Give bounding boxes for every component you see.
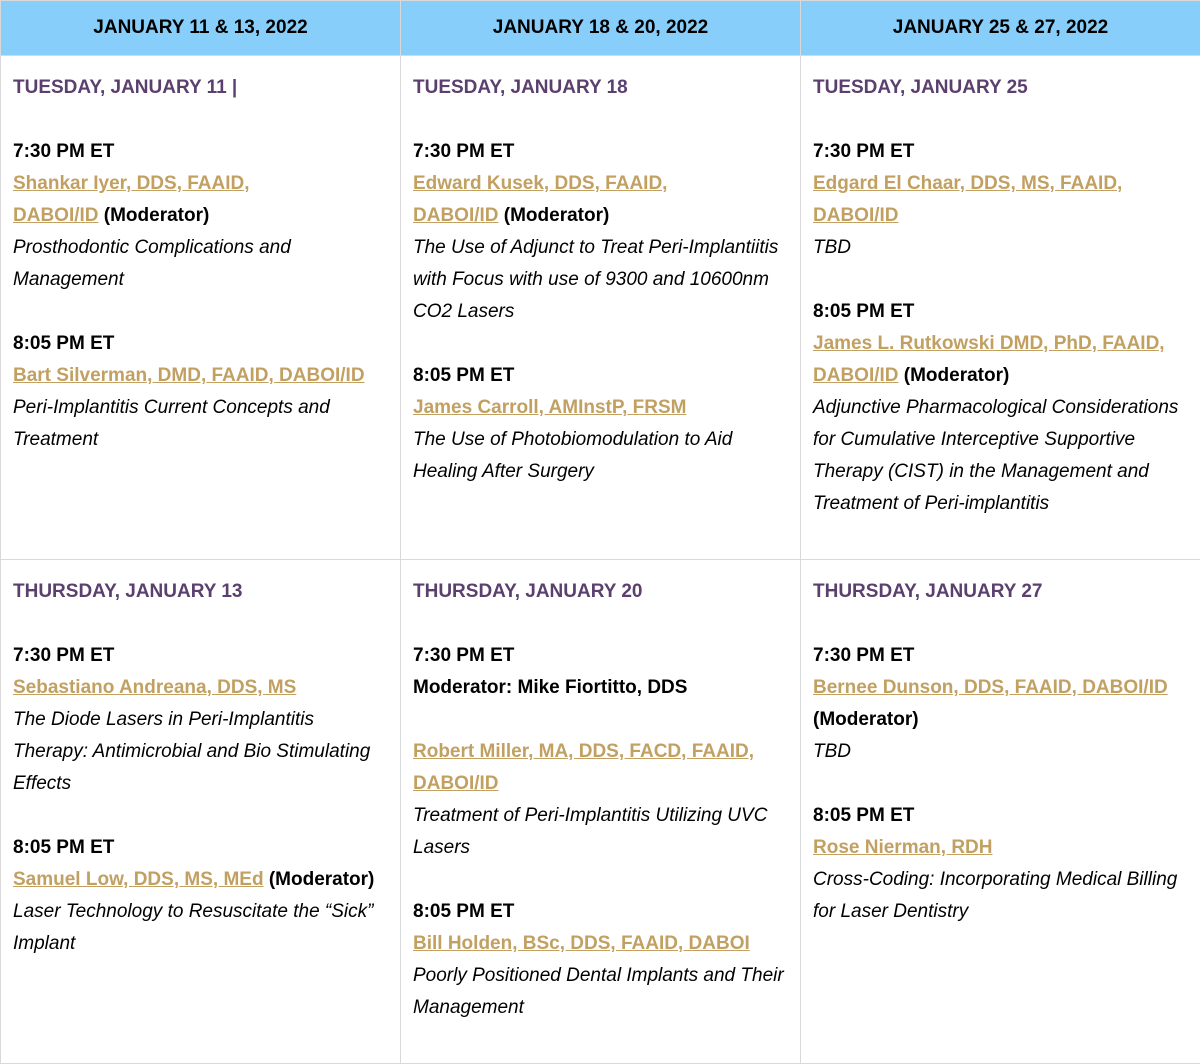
column-header: JANUARY 25 & 27, 2022 — [801, 1, 1200, 56]
session-title: The Use of Adjunct to Treat Peri-Implantiitis with Focus with use of 9300 and 10600nm CO2 Lasers — [413, 232, 788, 328]
schedule-cell — [801, 560, 1200, 1064]
session-time: 8:05 PM ET — [13, 328, 388, 360]
tuesday-row — [1, 56, 1200, 560]
speaker-link[interactable]: DABOI/ID — [813, 205, 899, 226]
speaker-link[interactable]: Samuel Low, DDS, MS, MEd — [13, 869, 264, 890]
speaker-link[interactable]: Bart Silverman, DMD, FAAID, DABOI/ID — [13, 365, 365, 386]
session-time: 8:05 PM ET — [813, 800, 1188, 832]
speaker-link[interactable]: James Carroll, AMInstP, FRSM — [413, 397, 686, 418]
moderator-label: (Moderator) — [264, 869, 375, 890]
moderator-label: (Moderator) — [899, 365, 1010, 386]
session-title: The Diode Lasers in Peri-Implantitis Therapy: Antimicrobial and Bio Stimulating Effects — [13, 704, 388, 800]
speaker-link[interactable]: Edgard El Chaar, DDS, MS, FAAID, — [813, 173, 1122, 194]
session-time: 7:30 PM ET — [413, 640, 788, 672]
session-title: Cross-Coding: Incorporating Medical Billing for Laser Dentistry — [813, 864, 1188, 928]
day-heading: TUESDAY, JANUARY 18 — [413, 72, 788, 104]
session-time: 8:05 PM ET — [13, 832, 388, 864]
session-time: 7:30 PM ET — [13, 640, 388, 672]
session-time: 8:05 PM ET — [413, 360, 788, 392]
speaker-link[interactable]: Robert Miller, MA, DDS, FACD, FAAID, — [413, 741, 754, 762]
speaker-link[interactable]: DABOI/ID — [413, 773, 499, 794]
session-time: 8:05 PM ET — [813, 296, 1188, 328]
session-time: 7:30 PM ET — [813, 136, 1188, 168]
session-time: 7:30 PM ET — [13, 136, 388, 168]
moderator-label: (Moderator) — [99, 205, 210, 226]
moderator-line: Moderator: Mike Fiortitto, DDS — [413, 672, 788, 704]
schedule-cell — [1, 560, 401, 1064]
session-title: Treatment of Peri-Implantitis Utilizing UVC Lasers — [413, 800, 788, 864]
schedule-cell — [801, 56, 1200, 560]
speaker-link[interactable]: DABOI/ID — [13, 205, 99, 226]
speaker-link[interactable]: DABOI/ID — [413, 205, 499, 226]
session-title: Laser Technology to Resuscitate the “Sick” Implant — [13, 896, 388, 960]
speaker-link[interactable]: Edward Kusek, DDS, FAAID, — [413, 173, 667, 194]
moderator-label: (Moderator) — [499, 205, 610, 226]
session-title: The Use of Photobiomodulation to Aid Healing After Surgery — [413, 424, 788, 488]
day-heading: TUESDAY, JANUARY 11 | — [13, 72, 388, 104]
session-time: 8:05 PM ET — [413, 896, 788, 928]
moderator-label: (Moderator) — [813, 704, 1188, 736]
session-title: Peri-Implantitis Current Concepts and Treatment — [13, 392, 388, 456]
day-heading: THURSDAY, JANUARY 20 — [413, 576, 788, 608]
speaker-link[interactable]: Bernee Dunson, DDS, FAAID, DABOI/ID — [813, 677, 1168, 698]
session-time: 7:30 PM ET — [813, 640, 1188, 672]
session-title: TBD — [813, 232, 1188, 264]
schedule-cell — [401, 560, 801, 1064]
column-header: JANUARY 18 & 20, 2022 — [401, 1, 801, 56]
schedule-cell — [1, 56, 401, 560]
speaker-link[interactable]: Rose Nierman, RDH — [813, 837, 993, 858]
speaker-link[interactable]: Sebastiano Andreana, DDS, MS — [13, 677, 296, 698]
speaker-link[interactable]: DABOI/ID — [813, 365, 899, 386]
day-heading: TUESDAY, JANUARY 25 — [813, 72, 1188, 104]
session-title: Adjunctive Pharmacological Considerations for Cumulative Interceptive Supportive Therapy (CIST) in the Management and Treatment of Peri-implantitis — [813, 392, 1188, 520]
speaker-link[interactable]: James L. Rutkowski DMD, PhD, FAAID, — [813, 333, 1165, 354]
session-title: Poorly Positioned Dental Implants and Their Management — [413, 960, 788, 1024]
session-title: Prosthodontic Complications and Management — [13, 232, 388, 296]
day-heading: THURSDAY, JANUARY 27 — [813, 576, 1188, 608]
header-row — [1, 1, 1200, 56]
day-heading: THURSDAY, JANUARY 13 — [13, 576, 388, 608]
schedule-cell — [401, 56, 801, 560]
speaker-link[interactable]: Shankar Iyer, DDS, FAAID, — [13, 173, 250, 194]
session-title: TBD — [813, 736, 1188, 768]
thursday-row — [1, 560, 1200, 1064]
column-header: JANUARY 11 & 13, 2022 — [1, 1, 401, 56]
session-time: 7:30 PM ET — [413, 136, 788, 168]
speaker-link[interactable]: Bill Holden, BSc, DDS, FAAID, DABOI — [413, 933, 750, 954]
